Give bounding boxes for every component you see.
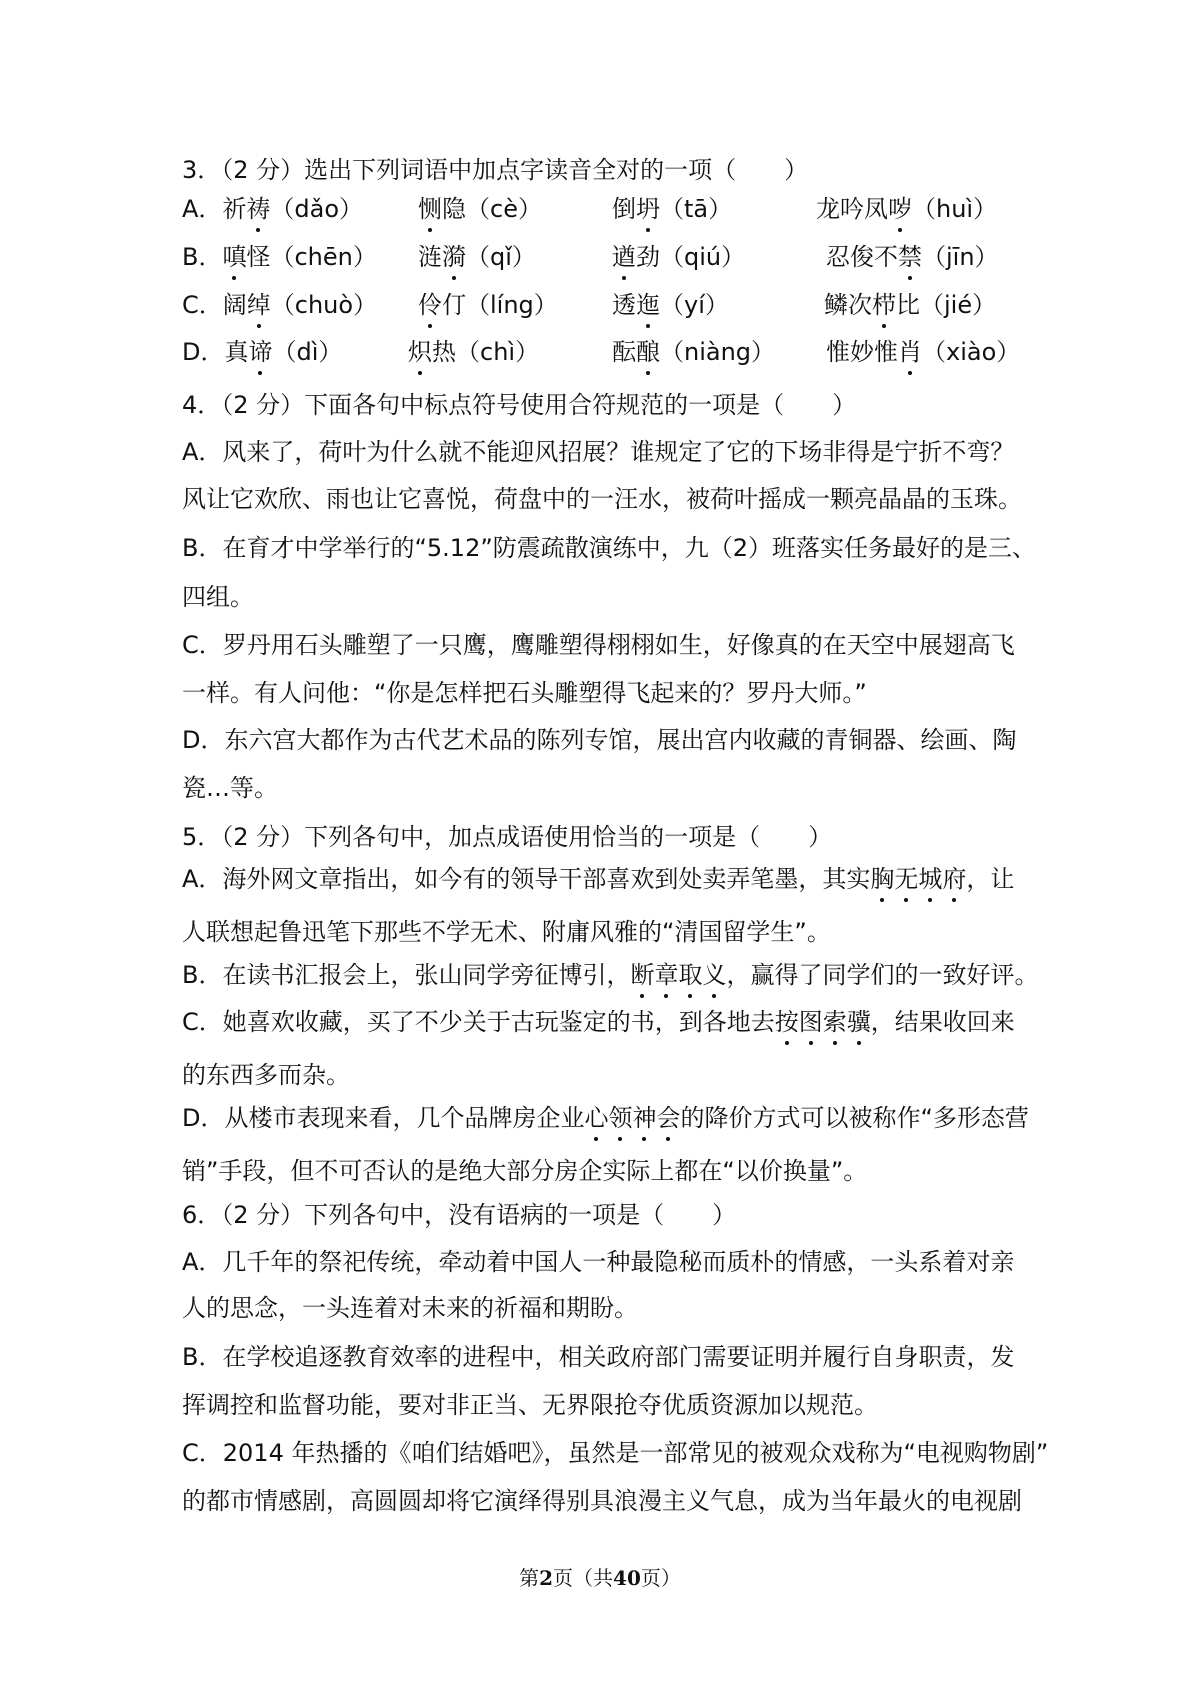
q4-option-c: C．罗丹用石头雕塑了一只鹰，鹰雕塑得栩栩如生，好像真的在天空中展翅高飞 [182, 631, 1015, 659]
pinyin: （chuò） [270, 291, 378, 319]
dotted-char: 图 [798, 1008, 823, 1036]
q3-a-text: A．祈 [182, 195, 247, 223]
dotted-char: 心 [584, 1104, 609, 1132]
dotted-char: 祷 [246, 195, 271, 223]
dotted-char: 坍 [636, 195, 660, 223]
pinyin: （niàng） [660, 338, 776, 366]
q6-option-c: C．2014 年热播的《咱们结婚吧》，虽然是一部常见的被观众戏称为“电视购物剧” [182, 1439, 1049, 1467]
pinyin: （dì） [272, 338, 343, 366]
pinyin: （qǐ） [466, 243, 536, 271]
dotted-char: 按 [774, 1008, 799, 1036]
pinyin: 仃（líng） [442, 291, 558, 319]
q4-option-d: D．东六宫大都作为古代艺术品的陈列专馆，展出宫内收藏的青铜器、绘画、陶 [182, 726, 1017, 754]
dotted-char: 肖 [898, 338, 922, 366]
dotted-char: 取 [678, 961, 703, 989]
dotted-char: 义 [702, 961, 727, 989]
pinyin: （tā） [660, 195, 733, 223]
q6-option-a: A．几千年的祭祀传统，牵动着中国人一种最隐秘而质朴的情感，一头系着对亲 [182, 1248, 1015, 1276]
dotted-char: 漪 [442, 243, 466, 271]
dotted-char: 城 [918, 865, 943, 893]
page-footer: 第2页（共40页） [519, 1566, 681, 1590]
dotted-char: 炽 [408, 338, 432, 366]
dotted-char: 断 [630, 961, 655, 989]
q5-stem: 5．（2 分）下列各句中，加点成语使用恰当的一项是（ ） [182, 823, 833, 851]
pinyin: （jīn） [922, 243, 999, 271]
q3-d-text: D．真 [182, 338, 249, 366]
dotted-char: 酿 [636, 338, 660, 366]
dotted-char: 禁 [898, 243, 922, 271]
pinyin: 比（jié） [896, 291, 997, 319]
q4-option-d-cont: 瓷…等。 [182, 774, 278, 802]
dotted-char: 遒 [612, 243, 636, 271]
dotted-char: 哕 [888, 195, 912, 223]
q6-stem: 6．（2 分）下列各句中，没有语病的一项是（ ） [182, 1201, 737, 1229]
dotted-char: 谛 [248, 338, 273, 366]
q3-b-text: B． [182, 243, 223, 271]
pinyin: （yí） [660, 291, 729, 319]
q6-option-b: B．在学校追逐教育效率的进程中，相关政府部门需要证明并履行自身职责，发 [182, 1343, 1015, 1371]
word-part: 酝 [612, 338, 636, 366]
q6-option-b-cont: 挥调控和监督功能，要对非正当、无界限抢夺优质资源加以规范。 [182, 1391, 878, 1419]
q3-c-text: C．阔 [182, 291, 247, 319]
dotted-char: 骥 [846, 1008, 871, 1036]
dotted-char: 栉 [872, 291, 896, 319]
q4-option-a-cont: 风让它欢欣、雨也让它喜悦，荷盘中的一汪水，被荷叶摇成一颗亮晶晶的玉珠。 [182, 485, 1022, 513]
q5-option-a: A．海外网文章指出，如今有的领导干部喜欢到处卖弄笔墨，其实胸无城府，让 [182, 865, 1015, 893]
dotted-char: 嗔 [222, 243, 247, 271]
dotted-idiom [775, 1008, 871, 1036]
dotted-char: 章 [654, 961, 679, 989]
word-part: 惟妙惟 [826, 338, 898, 366]
word-part: 忍俊不 [826, 243, 898, 271]
dotted-char: 恻 [418, 195, 442, 223]
dotted-idiom [584, 1104, 680, 1132]
q4-stem: 4．（2 分）下面各句中标点符号使用合符规范的一项是（ ） [182, 391, 857, 419]
word-part: 倒 [612, 195, 636, 223]
q5-option-c-cont: 的东西多而杂。 [182, 1061, 350, 1089]
q4-option-b: B．在育才中学举行的“5.12”防震疏散演练中，九（2）班落实任务最好的是三、 [182, 534, 1037, 562]
dotted-char: 府 [942, 865, 967, 893]
word-part: 鳞次 [824, 291, 872, 319]
q4-option-a: A．风来了，荷叶为什么就不能迎风招展？谁规定了它的下场非得是宁折不弯？ [182, 438, 1015, 466]
word-part: 透 [612, 291, 636, 319]
q5-option-c: C．她喜欢收藏，买了不少关于古玩鉴定的书，到各地去按图索骥，结果收回来 [182, 1008, 1015, 1036]
pinyin: 热（chì） [432, 338, 540, 366]
pinyin: 劲（qiú） [636, 243, 746, 271]
dotted-char: 伶 [418, 291, 442, 319]
dotted-char: 迤 [636, 291, 660, 319]
dotted-char: 索 [822, 1008, 847, 1036]
pinyin: （huì） [912, 195, 998, 223]
dotted-idiom [630, 961, 726, 989]
q5-option-d-cont: 销”手段，但不可否认的是绝大部分房企实际上都在“以价换量”。 [182, 1157, 868, 1185]
pinyin: 怪（chēn） [246, 243, 377, 271]
page-total: 40 [613, 1566, 641, 1590]
q6-option-c-cont: 的都市情感剧，高圆圆却将它演绎得别具浪漫主义气息，成为当年最火的电视剧 [182, 1487, 1022, 1515]
pinyin: （dǎo） [270, 195, 364, 223]
dotted-char: 胸 [870, 865, 895, 893]
pinyin: （xiào） [922, 338, 1021, 366]
q3-stem: 3．（2 分）选出下列词语中加点字读音全对的一项（ ） [182, 156, 809, 184]
q5-option-b: B．在读书汇报会上，张山同学旁征博引，断章取义，赢得了同学们的一致好评。 [182, 961, 1039, 989]
word-part: 龙吟凤 [816, 195, 888, 223]
q5-option-a-cont: 人联想起鲁迅笔下那些不学无术、附庸风雅的“清国留学生”。 [182, 918, 831, 946]
q6-option-a-cont: 人的思念，一头连着对未来的祈福和期盼。 [182, 1294, 638, 1322]
dotted-char: 会 [656, 1104, 681, 1132]
dotted-idiom [870, 865, 966, 893]
word-part: 涟 [418, 243, 442, 271]
page-number: 2 [539, 1566, 554, 1590]
dotted-char: 神 [632, 1104, 657, 1132]
dotted-char: 领 [608, 1104, 633, 1132]
q5-option-d: D．从楼市表现来看，几个品牌房企业心领神会的降价方式可以被称作“多形态营 [182, 1104, 1029, 1132]
dotted-char: 无 [894, 865, 919, 893]
pinyin: 隐（cè） [442, 195, 542, 223]
q4-option-b-cont: 四组。 [182, 583, 254, 611]
q4-option-c-cont: 一样。有人问他：“你是怎样把石头雕塑得飞起来的？罗丹大师。” [182, 679, 867, 707]
dotted-char: 绰 [246, 291, 271, 319]
